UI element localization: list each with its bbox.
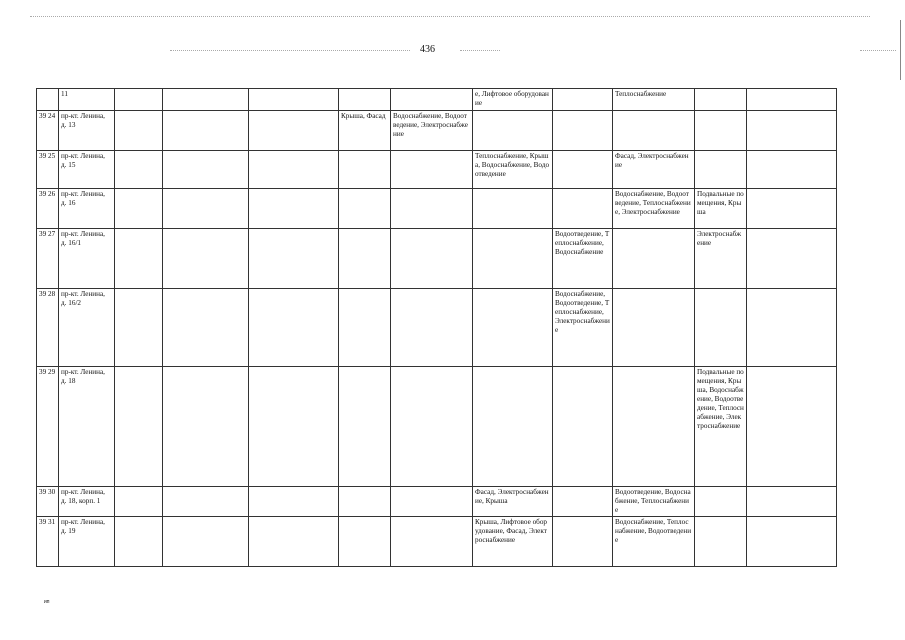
table-cell: е, Лифтовое оборудование [473,89,553,111]
table-cell [249,289,339,367]
table-cell: Водоотведение, Водоснабжение, Теплоснабжение [613,487,695,517]
row-number: 39 29 [37,367,59,487]
table-cell: Электроснабжение [695,229,747,289]
table-cell: Водоснабжение, Водоотведение, Электроснабжение [391,111,473,151]
table-cell [339,367,391,487]
table-cell: Водоснабжение, Теплоснабжение, Водоотведение [613,517,695,567]
table-cell [473,289,553,367]
table-cell [249,367,339,487]
table-cell [249,189,339,229]
table-cell [339,151,391,189]
table-cell [695,89,747,111]
table-cell [163,151,249,189]
table-cell [249,111,339,151]
table-cell [391,89,473,111]
table-cell [553,517,613,567]
table-cell [391,367,473,487]
scan-artifact [170,50,410,51]
table-cell [473,229,553,289]
table-cell [115,151,163,189]
table-cell [695,517,747,567]
address-cell: 11 [59,89,115,111]
table-cell [339,189,391,229]
table-cell [115,189,163,229]
table-cell [473,367,553,487]
table-cell: Водоснабжение, Водоотведение, Теплоснабжение, Электроснабжение [553,289,613,367]
table-cell [163,111,249,151]
table-cell [115,289,163,367]
address-cell: пр-кт. Ленина, д. 16/2 [59,289,115,367]
table-row [37,89,837,111]
table-row [37,487,837,517]
table-cell [115,89,163,111]
row-number: 39 27 [37,229,59,289]
table-cell [163,367,249,487]
table-cell [115,367,163,487]
row-number: 39 28 [37,289,59,367]
address-cell: пр-кт. Ленина, д. 13 [59,111,115,151]
table-cell: Подвальные помещения, Крыша, Водоснабжение, Водоотведение, Теплоснабжение, Электроснабжение [695,367,747,487]
table-cell [339,89,391,111]
table-cell [613,367,695,487]
address-cell: пр-кт. Ленина, д. 16/1 [59,229,115,289]
table-row [37,289,837,367]
table-row [37,367,837,487]
table-cell [473,111,553,151]
table-cell [553,189,613,229]
table-cell [391,151,473,189]
table-cell [163,229,249,289]
table-cell [163,289,249,367]
table-cell [553,487,613,517]
scan-artifact [30,16,870,17]
table-cell [695,487,747,517]
footer-mark: ип [44,599,50,605]
table-cell [115,517,163,567]
table-cell [115,111,163,151]
table-cell [339,289,391,367]
table-cell [391,189,473,229]
table-cell: Водоотведение, Теплоснабжение, Водоснабжение [553,229,613,289]
address-cell: пр-кт. Ленина, д. 19 [59,517,115,567]
table-cell [747,229,837,289]
table-cell: Теплоснабжение, Крыша, Водоснабжение, Водоотведение [473,151,553,189]
table-cell [747,89,837,111]
table-cell [163,487,249,517]
table-cell [553,89,613,111]
scan-artifact [460,50,500,51]
table-cell: Водоснабжение, Водоотведение, Теплоснабжение, Электроснабжение [613,189,695,229]
table-cell [747,289,837,367]
table-row [37,517,837,567]
row-number [37,89,59,111]
address-cell: пр-кт. Ленина, д. 16 [59,189,115,229]
table-cell [249,89,339,111]
table-cell: Теплоснабжение [613,89,695,111]
table-body [37,89,837,567]
table-cell [553,111,613,151]
scan-artifact [860,50,896,51]
table-row [37,229,837,289]
table-cell [391,229,473,289]
table-cell [339,229,391,289]
address-cell: пр-кт. Ленина, д. 18, корп. 1 [59,487,115,517]
table-cell [391,487,473,517]
table-cell [747,111,837,151]
table-cell [747,367,837,487]
table-cell: Крыша, Лифтовое оборудование, Фасад, Электроснабжение [473,517,553,567]
table-cell [249,487,339,517]
table-cell: Крыша, Фасад [339,111,391,151]
table-cell [747,517,837,567]
table-cell [163,89,249,111]
table-cell [747,189,837,229]
table-cell [747,487,837,517]
scan-edge [900,20,901,80]
table-cell: Подвальные помещения, Крыша [695,189,747,229]
table-row [37,111,837,151]
table-cell: Фасад, Электроснабжение, Крыша [473,487,553,517]
table-row [37,151,837,189]
table-cell [747,151,837,189]
address-cell: пр-кт. Ленина, д. 18 [59,367,115,487]
address-cell: пр-кт. Ленина, д. 15 [59,151,115,189]
table-cell [391,517,473,567]
table-row [37,189,837,229]
table-cell [695,151,747,189]
row-number: 39 24 [37,111,59,151]
table-cell [613,111,695,151]
table-cell [339,517,391,567]
table-cell [553,367,613,487]
row-number: 39 30 [37,487,59,517]
table-cell [115,487,163,517]
table-cell [115,229,163,289]
table-cell [473,189,553,229]
page-number: 436 [420,44,435,55]
table-cell [249,151,339,189]
row-number: 39 26 [37,189,59,229]
table-cell [695,289,747,367]
table-cell [553,151,613,189]
register-table [36,88,837,567]
row-number: 39 31 [37,517,59,567]
table-cell [249,517,339,567]
table-cell [695,111,747,151]
table-cell [613,229,695,289]
table-cell [613,289,695,367]
table-cell [163,189,249,229]
table-cell [163,517,249,567]
table-cell: Фасад, Электроснабжение [613,151,695,189]
table-cell [339,487,391,517]
table-cell [391,289,473,367]
row-number: 39 25 [37,151,59,189]
table-cell [249,229,339,289]
